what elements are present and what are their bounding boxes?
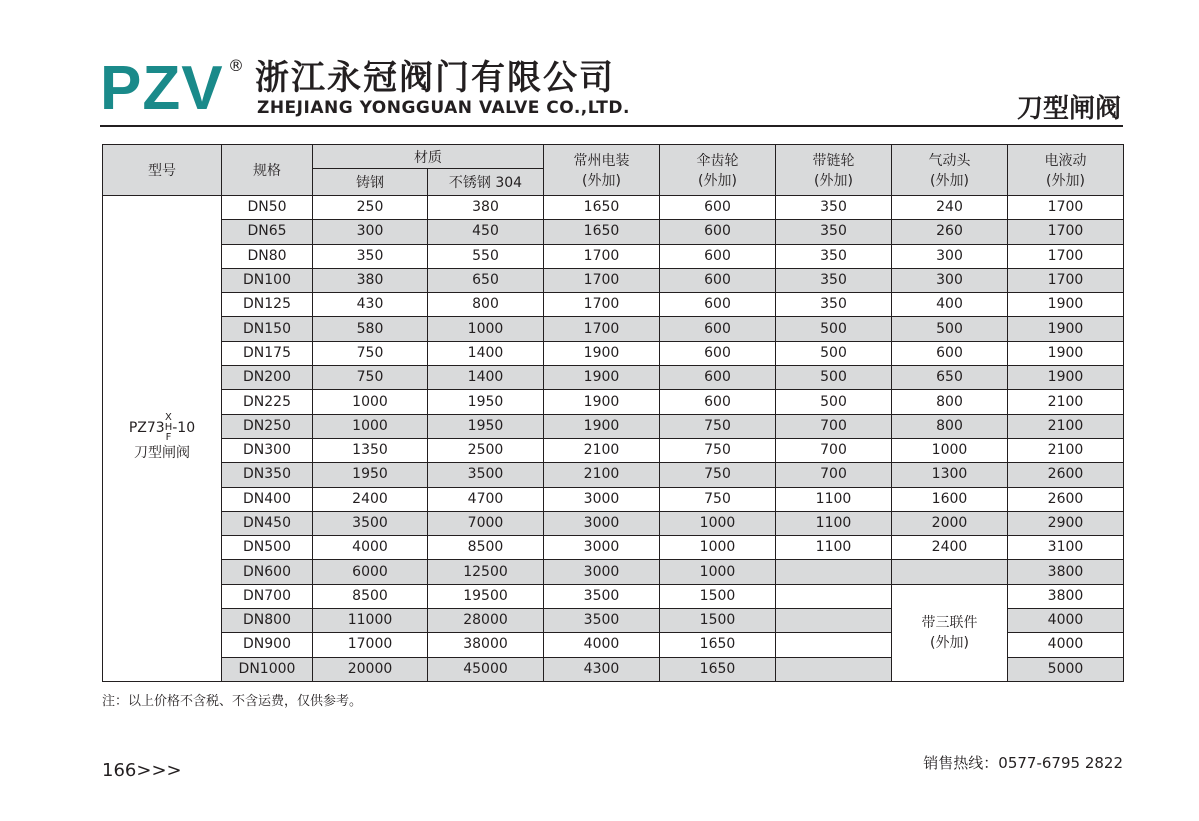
table-cell: 1700 xyxy=(544,317,660,341)
table-cell: 240 xyxy=(892,196,1008,220)
table-cell: DN225 xyxy=(222,390,313,414)
table-cell: 1700 xyxy=(544,244,660,268)
table-cell: 2600 xyxy=(1008,463,1124,487)
table-cell: 600 xyxy=(660,317,776,341)
table-cell: 1650 xyxy=(544,196,660,220)
table-cell: 3800 xyxy=(1008,560,1124,584)
table-cell: 4000 xyxy=(1008,609,1124,633)
table-cell: 350 xyxy=(776,196,892,220)
table-cell: 3000 xyxy=(544,560,660,584)
table-cell: DN300 xyxy=(222,438,313,462)
company-logo: PZV xyxy=(100,54,224,123)
table-cell: 17000 xyxy=(313,633,428,657)
table-cell: 500 xyxy=(776,341,892,365)
table-cell: DN600 xyxy=(222,560,313,584)
header-material: 材质 xyxy=(313,145,544,169)
table-cell: 1700 xyxy=(544,268,660,292)
header-pneumatic: 气动头 (外加) xyxy=(892,145,1008,196)
table-cell: 20000 xyxy=(313,657,428,681)
table-cell: DN400 xyxy=(222,487,313,511)
table-cell: 1600 xyxy=(892,487,1008,511)
table-cell: DN250 xyxy=(222,414,313,438)
table-cell: 400 xyxy=(892,293,1008,317)
table-cell: DN1000 xyxy=(222,657,313,681)
table-row xyxy=(103,196,1124,220)
page-title: 刀型闸阀 xyxy=(1016,94,1121,124)
table-cell: 600 xyxy=(660,390,776,414)
table-cell: 600 xyxy=(660,244,776,268)
price-table xyxy=(102,144,1124,682)
table-cell: DN50 xyxy=(222,196,313,220)
table-row xyxy=(103,463,1124,487)
header-changzhou: 常州电装 (外加) xyxy=(544,145,660,196)
table-cell xyxy=(892,560,1008,584)
table-cell: 580 xyxy=(313,317,428,341)
table-cell: 600 xyxy=(660,268,776,292)
table-cell: DN700 xyxy=(222,584,313,608)
table-cell: 1000 xyxy=(892,438,1008,462)
table-cell: 3000 xyxy=(544,511,660,535)
table-cell: DN450 xyxy=(222,511,313,535)
table-cell: 300 xyxy=(313,220,428,244)
header-bevel-gear: 伞齿轮 (外加) xyxy=(660,145,776,196)
page-number: 166>>> xyxy=(102,760,182,781)
table-cell: DN500 xyxy=(222,536,313,560)
table-cell: 1350 xyxy=(313,438,428,462)
header-cast-steel: 铸钢 xyxy=(313,169,428,196)
table-row xyxy=(103,560,1124,584)
table-cell: 1950 xyxy=(428,390,544,414)
table-cell: 1900 xyxy=(1008,366,1124,390)
table-cell: 1650 xyxy=(544,220,660,244)
table-cell: 2100 xyxy=(544,438,660,462)
table-cell: 750 xyxy=(660,487,776,511)
table-cell: 12500 xyxy=(428,560,544,584)
table-cell: 600 xyxy=(660,341,776,365)
table-row xyxy=(103,268,1124,292)
table-cell: 1900 xyxy=(1008,293,1124,317)
table-cell: 300 xyxy=(892,268,1008,292)
table-row xyxy=(103,220,1124,244)
table-cell: 1100 xyxy=(776,536,892,560)
table-cell: 11000 xyxy=(313,609,428,633)
table-cell: 1900 xyxy=(544,414,660,438)
table-cell: 1400 xyxy=(428,341,544,365)
table-cell: 3500 xyxy=(544,609,660,633)
company-name-en: ZHEJIANG YONGGUAN VALVE CO.,LTD. xyxy=(257,98,630,118)
table-cell: 800 xyxy=(892,390,1008,414)
price-note: 注：以上价格不含税、不含运费，仅供参考。 xyxy=(102,694,363,709)
table-cell: 700 xyxy=(776,414,892,438)
table-cell: 1700 xyxy=(1008,196,1124,220)
table-cell: 1700 xyxy=(1008,220,1124,244)
table-cell: 4700 xyxy=(428,487,544,511)
table-row xyxy=(103,366,1124,390)
table-cell: 350 xyxy=(313,244,428,268)
table-cell: 300 xyxy=(892,244,1008,268)
table-cell: 750 xyxy=(313,366,428,390)
header-model: 型号 xyxy=(103,145,222,196)
table-cell: 3500 xyxy=(313,511,428,535)
table-row xyxy=(103,438,1124,462)
table-cell: 600 xyxy=(660,366,776,390)
table-row xyxy=(103,536,1124,560)
table-cell: 380 xyxy=(428,196,544,220)
table-cell: 700 xyxy=(776,438,892,462)
table-cell xyxy=(776,584,892,608)
table-cell xyxy=(776,609,892,633)
table-cell: 650 xyxy=(428,268,544,292)
header-spec: 规格 xyxy=(222,145,313,196)
table-row xyxy=(103,293,1124,317)
table-cell: 8500 xyxy=(313,584,428,608)
table-cell: 550 xyxy=(428,244,544,268)
table-cell: DN125 xyxy=(222,293,313,317)
table-cell: 3000 xyxy=(544,536,660,560)
table-cell xyxy=(776,560,892,584)
table-cell: 600 xyxy=(892,341,1008,365)
table-cell: 1000 xyxy=(313,414,428,438)
table-cell: 3100 xyxy=(1008,536,1124,560)
table-cell: 5000 xyxy=(1008,657,1124,681)
header-stainless: 不锈钢 304 xyxy=(428,169,544,196)
header-chain-wheel: 带链轮 (外加) xyxy=(776,145,892,196)
table-cell: 2100 xyxy=(1008,414,1124,438)
table-cell: 1900 xyxy=(544,366,660,390)
table-cell: 1950 xyxy=(313,463,428,487)
table-cell: 4000 xyxy=(544,633,660,657)
table-cell: 1000 xyxy=(660,560,776,584)
table-cell: 250 xyxy=(313,196,428,220)
table-cell: 2600 xyxy=(1008,487,1124,511)
table-cell: 750 xyxy=(660,463,776,487)
table-cell: 1500 xyxy=(660,609,776,633)
table-cell: 350 xyxy=(776,244,892,268)
table-cell: 2400 xyxy=(892,536,1008,560)
table-cell: 2400 xyxy=(313,487,428,511)
table-row xyxy=(103,244,1124,268)
table-cell: 1000 xyxy=(428,317,544,341)
table-cell: 2900 xyxy=(1008,511,1124,535)
table-cell: 4000 xyxy=(313,536,428,560)
table-row xyxy=(103,511,1124,535)
header-divider xyxy=(100,125,1123,127)
table-row xyxy=(103,317,1124,341)
table-cell: 500 xyxy=(776,390,892,414)
table-cell: 600 xyxy=(660,220,776,244)
table-cell: 1900 xyxy=(544,341,660,365)
table-cell: 4300 xyxy=(544,657,660,681)
table-cell: 500 xyxy=(776,317,892,341)
table-row xyxy=(103,584,1124,608)
table-cell: DN175 xyxy=(222,341,313,365)
table-cell: 750 xyxy=(313,341,428,365)
table-cell: 1400 xyxy=(428,366,544,390)
table-cell: 260 xyxy=(892,220,1008,244)
table-cell: DN200 xyxy=(222,366,313,390)
table-cell: 700 xyxy=(776,463,892,487)
table-cell: 45000 xyxy=(428,657,544,681)
table-cell: 1900 xyxy=(1008,341,1124,365)
table-cell: 3500 xyxy=(544,584,660,608)
triple-unit-note-cell: 带三联件 (外加) xyxy=(892,584,1008,681)
table-cell: 350 xyxy=(776,293,892,317)
table-cell: 450 xyxy=(428,220,544,244)
table-cell: 1000 xyxy=(660,511,776,535)
table-cell: DN800 xyxy=(222,609,313,633)
table-cell: 38000 xyxy=(428,633,544,657)
table-cell: 1900 xyxy=(1008,317,1124,341)
company-name-cn: 浙江永冠阀门有限公司 xyxy=(255,58,615,98)
table-cell: 28000 xyxy=(428,609,544,633)
sales-hotline: 销售热线：0577-6795 2822 xyxy=(923,754,1123,772)
table-cell: 600 xyxy=(660,196,776,220)
table-cell xyxy=(776,657,892,681)
table-cell: 8500 xyxy=(428,536,544,560)
table-cell: 19500 xyxy=(428,584,544,608)
table-cell: 1300 xyxy=(892,463,1008,487)
table-cell: 1700 xyxy=(1008,244,1124,268)
table-cell: 3800 xyxy=(1008,584,1124,608)
table-cell: 1000 xyxy=(660,536,776,560)
table-cell: 650 xyxy=(892,366,1008,390)
table-cell: DN100 xyxy=(222,268,313,292)
table-cell xyxy=(776,633,892,657)
table-cell: 1950 xyxy=(428,414,544,438)
table-cell: DN350 xyxy=(222,463,313,487)
table-cell: 800 xyxy=(892,414,1008,438)
table-cell: 750 xyxy=(660,414,776,438)
table-cell: 7000 xyxy=(428,511,544,535)
table-cell: 1100 xyxy=(776,511,892,535)
table-cell: 6000 xyxy=(313,560,428,584)
table-cell: 1650 xyxy=(660,633,776,657)
table-row xyxy=(103,487,1124,511)
table-cell: 2100 xyxy=(544,463,660,487)
table-cell: 350 xyxy=(776,220,892,244)
table-cell: DN80 xyxy=(222,244,313,268)
table-cell: 4000 xyxy=(1008,633,1124,657)
table-cell: 1900 xyxy=(544,390,660,414)
table-cell: 1500 xyxy=(660,584,776,608)
header-hydraulic: 电液动 (外加) xyxy=(1008,145,1124,196)
table-row xyxy=(103,414,1124,438)
table-cell: 430 xyxy=(313,293,428,317)
table-cell: 1700 xyxy=(544,293,660,317)
table-cell: 600 xyxy=(660,293,776,317)
table-cell: 350 xyxy=(776,268,892,292)
table-cell: 2100 xyxy=(1008,390,1124,414)
model-cell: PZ73X H F-10 刀型闸阀 xyxy=(103,196,222,682)
registered-mark: ® xyxy=(228,56,244,75)
table-cell: 3500 xyxy=(428,463,544,487)
table-cell: 750 xyxy=(660,438,776,462)
table-cell: DN900 xyxy=(222,633,313,657)
table-cell: 2000 xyxy=(892,511,1008,535)
table-cell: 1100 xyxy=(776,487,892,511)
table-cell: 1000 xyxy=(313,390,428,414)
table-cell: 2100 xyxy=(1008,438,1124,462)
table-cell: 3000 xyxy=(544,487,660,511)
table-cell: 800 xyxy=(428,293,544,317)
table-cell: 380 xyxy=(313,268,428,292)
table-row xyxy=(103,390,1124,414)
table-row xyxy=(103,341,1124,365)
table-cell: 1650 xyxy=(660,657,776,681)
table-cell: 1700 xyxy=(1008,268,1124,292)
table-cell: 500 xyxy=(892,317,1008,341)
table-cell: DN150 xyxy=(222,317,313,341)
table-cell: 500 xyxy=(776,366,892,390)
price-table-body xyxy=(103,196,1124,682)
table-cell: DN65 xyxy=(222,220,313,244)
table-cell: 2500 xyxy=(428,438,544,462)
